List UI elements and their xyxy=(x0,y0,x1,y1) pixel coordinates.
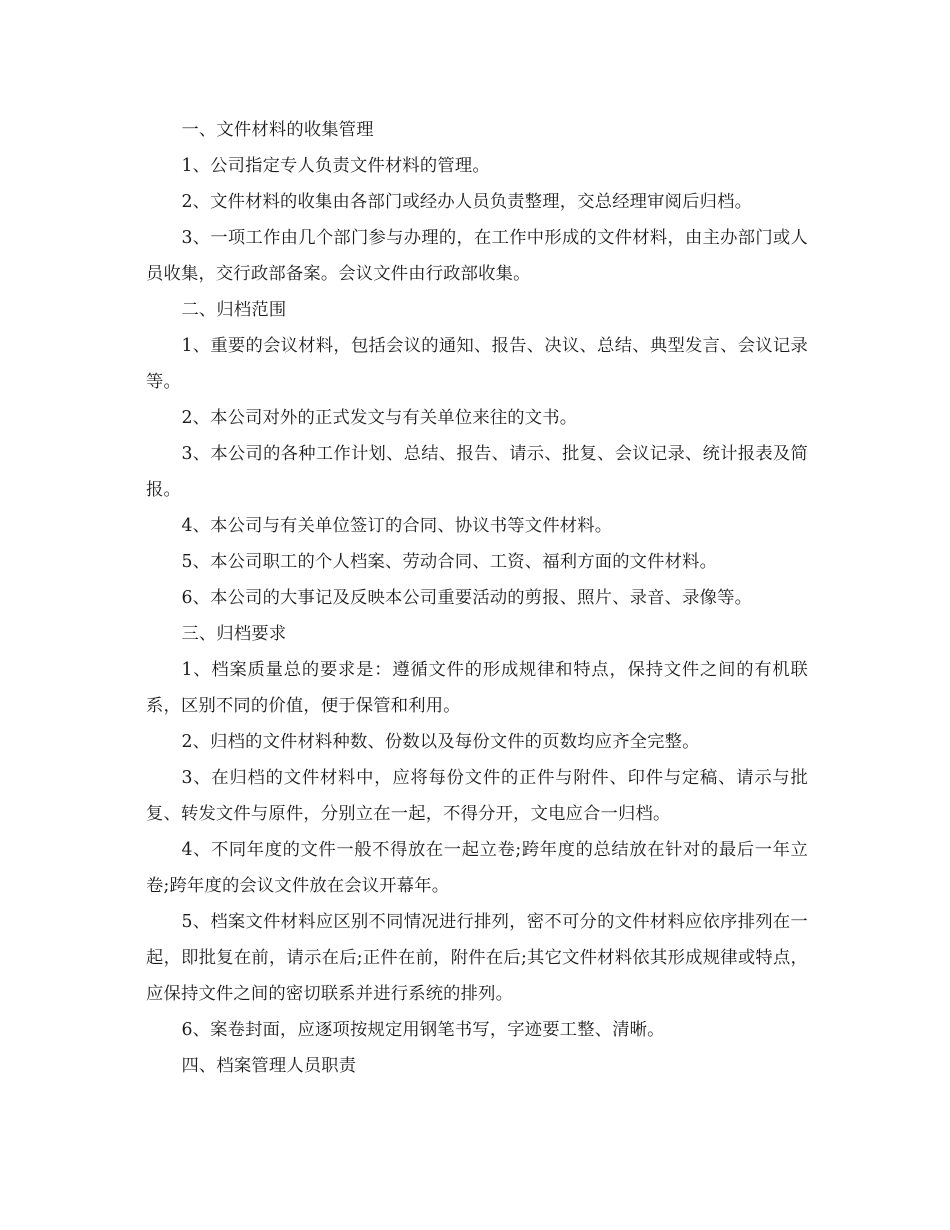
paragraph: 5、本公司职工的个人档案、劳动合同、工资、福利方面的文件材料。 xyxy=(181,552,718,572)
document-body xyxy=(146,112,808,1084)
section-heading: 三、归档要求 xyxy=(181,624,287,644)
paragraph: 1、档案质量总的要求是：遵循文件的形成规律和特点，保持文件之间的有机联系，区别不同的价值，便于保管和利用。 xyxy=(146,660,808,716)
paragraph: 4、本公司与有关单位签订的合同、协议书等文件材料。 xyxy=(181,516,613,536)
paragraph: 3、本公司的各种工作计划、总结、报告、请示、批复、会议记录、统计报表及简报。 xyxy=(146,444,808,500)
paragraph: 1、重要的会议材料，包括会议的通知、报告、决议、总结、典型发言、会议记录等。 xyxy=(146,336,808,392)
section-heading: 四、档案管理人员职责 xyxy=(181,1056,357,1076)
paragraph: 2、文件材料的收集由各部门或经办人员负责整理，交总经理审阅后归档。 xyxy=(181,192,753,212)
paragraph: 2、本公司对外的正式发文与有关单位来往的文书。 xyxy=(181,408,578,428)
section-heading: 一、文件材料的收集管理 xyxy=(181,120,374,140)
paragraph: 4、不同年度的文件一般不得放在一起立卷;跨年度的总结放在针对的最后一年立卷;跨年度的会议文件放在会议开幕年。 xyxy=(146,840,808,896)
paragraph: 2、归档的文件材料种数、份数以及每份文件的页数均应齐全完整。 xyxy=(181,732,700,752)
paragraph: 5、档案文件材料应区别不同情况进行排列，密不可分的文件材料应依序排列在一起，即批复在前，请示在后;正件在前，附件在后;其它文件材料依其形成规律或特点，应保持文件之间的密切联系并进行系统的排列。 xyxy=(146,912,808,1004)
section-heading: 二、归档范围 xyxy=(181,300,287,320)
paragraph: 1、公司指定专人负责文件材料的管理。 xyxy=(181,156,490,176)
paragraph: 3、在归档的文件材料中，应将每份文件的正件与附件、印件与定稿、请示与批复、转发文件与原件，分别立在一起，不得分开，文电应合一归档。 xyxy=(146,768,808,824)
paragraph: 6、案卷封面，应逐项按规定用钢笔书写，字迹要工整、清晰。 xyxy=(181,1020,665,1040)
paragraph: 3、一项工作由几个部门参与办理的，在工作中形成的文件材料，由主办部门或人员收集，交行政部备案。会议文件由行政部收集。 xyxy=(146,228,808,284)
paragraph: 6、本公司的大事记及反映本公司重要活动的剪报、照片、录音、录像等。 xyxy=(181,588,753,608)
